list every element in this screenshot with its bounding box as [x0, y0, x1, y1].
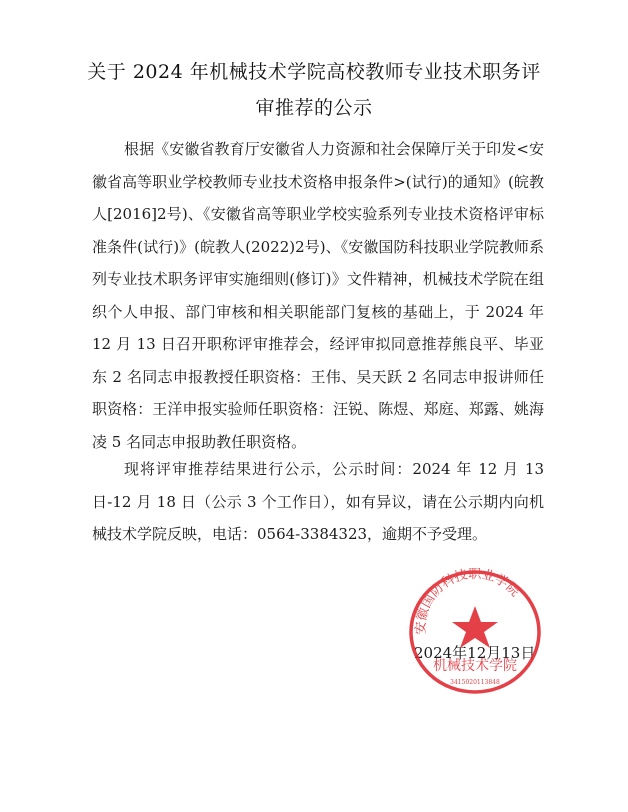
seal-star-icon — [452, 606, 498, 648]
title-line-2: 审推荐的公示 — [255, 97, 373, 119]
body-paragraph-1: 根据《安徽省教育厅安徽省人力资源和社会保障厅关于印发<安徽省高等职业学校教师专业技术资格申报条件>(试行)的通知》(皖教人[2016]2号)、《安徽省高等职业学校实验系列专业技术资格评审标准条件(试行)》(皖教人(2022)2号)、《安徽国防科技职业学院教师系列专业技术职务评审实施细则(修订)》文件精神，机械技术学院在组织个人申报、部门审核和相关职能部门复核的基础上，于 2024 年 12 月 13 日召开职称评审推荐会，经评审拟同意推荐熊良平、毕亚东 2 名同志申报教授任职资格：王伟、吴天跃 2 名同志申报讲师任职资格：王洋申报实验师任职资格：汪锐、陈煜、郑庭、郑露、姚海凌 5 名同志申报助教任职资格。 — [92, 140, 544, 451]
official-seal-stamp — [406, 568, 544, 696]
seal-code-text: 3415020113848 — [450, 679, 500, 686]
body-paragraph-2: 现将评审推荐结果进行公示，公示时间：2024 年 12 月 13 日-12 月 18 日（公示 3 个工作日），如有异议，请在公示期内向机械技术学院反映，电话：0564-3384323，逾期不予受理。 — [92, 460, 544, 543]
seal-center-text: 机械技术学院 — [433, 658, 517, 674]
title-line-1: 关于 2024 年机械技术学院高校教师专业技术职务评 — [87, 61, 541, 83]
seal-ring-text: 安徽国防科技职业学院 — [413, 568, 523, 635]
document-title — [84, 54, 544, 126]
document-date: 2024年12月13日 — [414, 644, 536, 662]
